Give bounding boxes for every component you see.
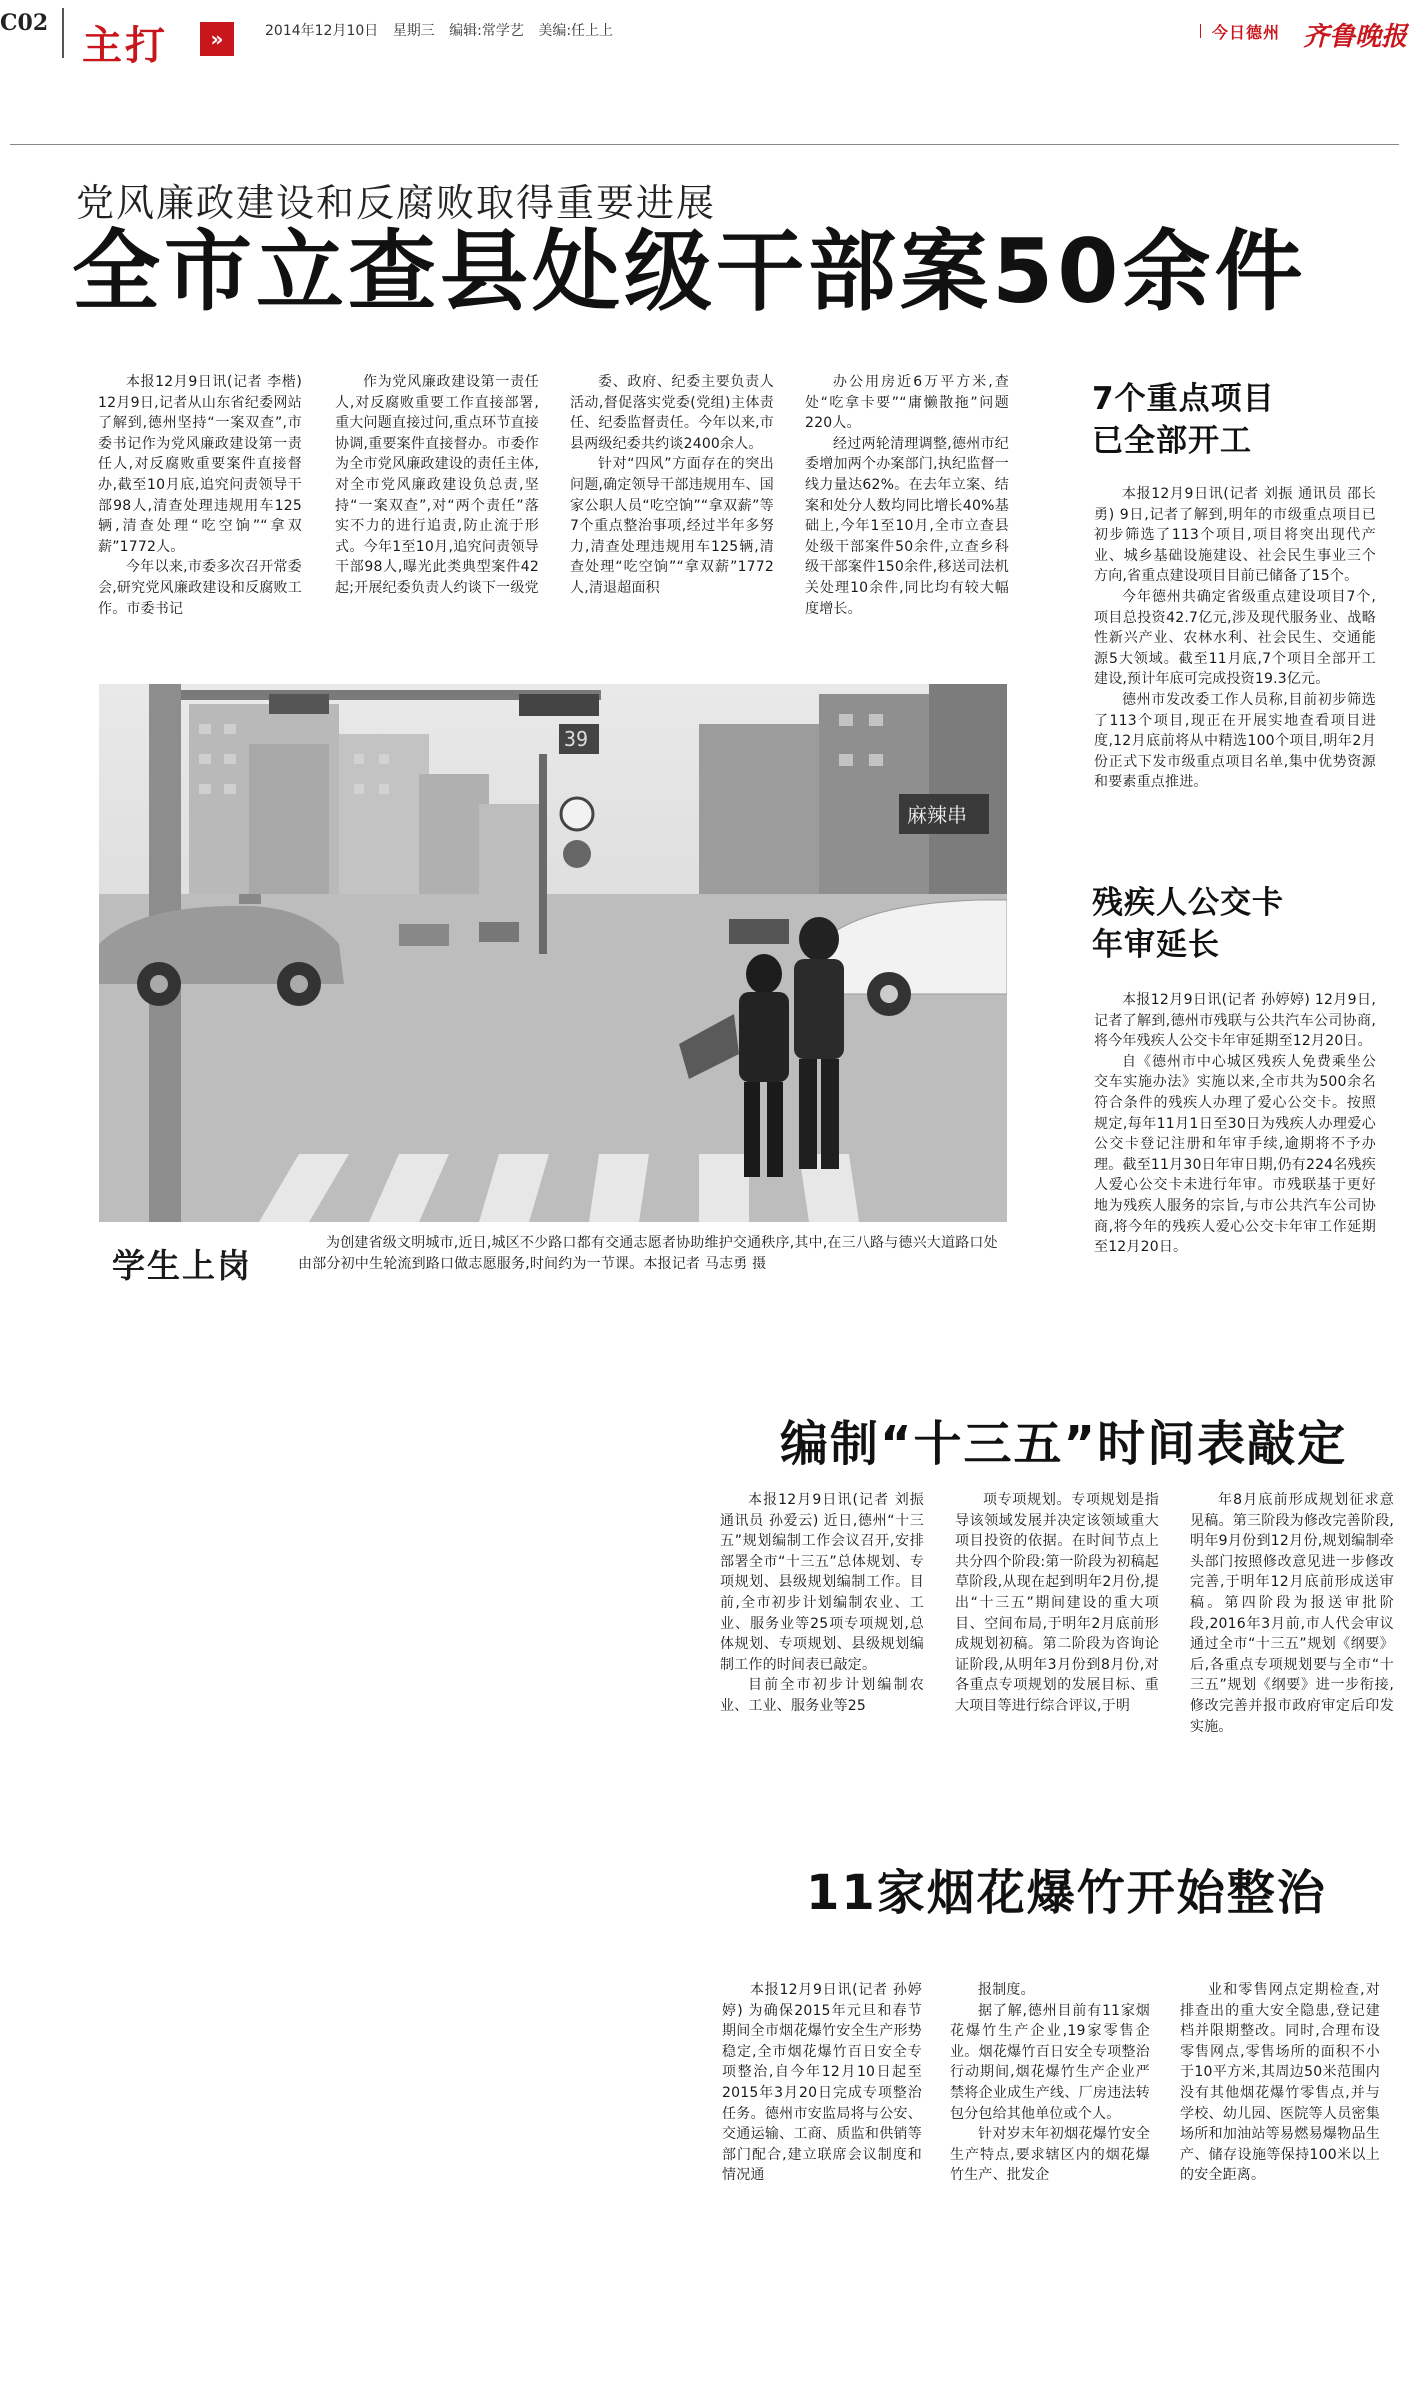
paragraph: 委、政府、纪委主要负责人活动,督促落实党委(党组)主体责任、纪委监督责任。今年以来,市县两级纪委共约谈2400余人。 xyxy=(570,374,774,452)
plan-column-3 xyxy=(1190,1490,1394,1770)
photo-caption-text: 为创建省级文明城市,近日,城区不少路口都有交通志愿者协助维护交通秩序,其中,在三八路与德兴大道路口处由部分初中生轮流到路口做志愿服务,时间约为一节课。本报记者 马志勇 摄 xyxy=(298,1235,998,1272)
paragraph: 目前全市初步计划编制农业、工业、服务业等25 xyxy=(720,1677,924,1714)
paragraph: 作为党风廉政建设第一责任人,对反腐败重要工作直接部署,重大问题直接过问,重点环节直接协调,重要案件直接督办。市委作为全市党风廉政建设的责任主体,对全市党风廉政建设负总责,坚持“一案双查”,对“两个责任”落实不力的进行追责,防止流于形式。今年1至10月,追究问责领导干部98人,曝光此类典型案件42起;开展纪委负责人约谈下一级党 xyxy=(335,374,539,596)
projects-title: 7个重点项目已全部开工 xyxy=(1092,381,1275,459)
header-divider xyxy=(62,8,64,58)
paragraph: 本报12月9日讯(记者 刘振 通讯员 孙爱云) 近日,德州“十三五”规划编制工作会议召开,安排部署全市“十三五”总体规划、专项规划、县级规划编制工作。目前,全市初步计划编制农业、工业、服务业等25项专项规划,总体规划、专项规划、县级规划编制工作的时间表已敲定。 xyxy=(720,1492,924,1673)
disabled-card-body xyxy=(1094,990,1376,1310)
street-scene-illustration xyxy=(99,684,1007,1222)
lead-column-3 xyxy=(570,372,774,652)
fireworks-article-title: 11家烟花爆竹开始整治 xyxy=(806,1865,1327,1921)
paragraph: 针对“四风”方面存在的突出问题,确定领导干部违规用车、国家公职人员“吃空饷”“拿双薪”等7个重点整治事项,经过半年多努力,清查处理违规用车125辆,清查处理“吃空饷”“拿双薪”1772人,清退超面积 xyxy=(570,456,774,596)
paragraph: 项专项规划。专项规划是指导该领域发展并决定该领域重大项目投资的依据。在时间节点上共分四个阶段:第一阶段为初稿起草阶段,从现在起到明年2月份,提出“十三五”期间建设的重大项目、空间布局,于明年2月底前形成规划初稿。第二阶段为咨询论证阶段,从明年3月份到8月份,对各重点专项规划的发展目标、重大项目等进行综合评议,于明 xyxy=(955,1492,1159,1714)
brand-divider xyxy=(1200,24,1201,38)
traffic-countdown: 39 xyxy=(564,727,589,751)
fireworks-column-2 xyxy=(950,1980,1150,2240)
photo-caption-title: 学生上岗 xyxy=(112,1246,252,1285)
disabled-card-title: 残疾人公交卡年审延长 xyxy=(1092,885,1284,963)
projects-body xyxy=(1094,484,1376,884)
plan-column-2 xyxy=(955,1490,1159,1770)
paragraph: 针对岁末年初烟花爆竹安全生产特点,要求辖区内的烟花爆竹生产、批发企 xyxy=(950,2126,1150,2184)
newspaper-logo: 齐鲁晚报 xyxy=(1303,22,1408,52)
fireworks-column-1 xyxy=(722,1980,922,2240)
paragraph: 自《德州市中心城区残疾人免费乘坐公交车实施办法》实施以来,全市共为500余名符合条件的残疾人办理了爱心公交卡。按照规定,每年11月1日至30日为残疾人办理爱心公交卡登记注册和年审手续,逾期将不予办理。截至11月30日年审日期,仍有224名残疾人爱心公交卡未进行年审。市残联基于更好地为残疾人服务的宗旨,与市公共汽车公司协商,将今年的残疾人爱心公交卡年审工作延期至12月20日。 xyxy=(1094,1053,1376,1256)
lead-kicker: 党风廉政建设和反腐败取得重要进展 xyxy=(76,181,717,225)
paragraph: 今年以来,市委多次召开常委会,研究党风廉政建设和反腐败工作。市委书记 xyxy=(98,559,302,617)
paragraph: 本报12月9日讯(记者 李楷) 12月9日,记者从山东省纪委网站了解到,德州坚持“一案双查”,市委书记作为党风廉政建设第一责任人,对反腐败重要案件直接督办,截至10月底,追究问责领导干部98人,清查处理违规用车125辆,清查处理“吃空饷”“拿双薪”1772人。 xyxy=(98,374,302,555)
plan-column-1 xyxy=(720,1490,924,1770)
paragraph: 据了解,德州目前有11家烟花爆竹生产企业,19家零售企业。烟花爆竹百日安全专项整治行动期间,烟花爆竹生产企业严禁将企业成生产线、厂房违法转包分包给其他单位或个人。 xyxy=(950,2002,1150,2122)
issue-info xyxy=(265,20,613,40)
lead-column-1 xyxy=(98,372,302,652)
paragraph: 年8月底前形成规划征求意见稿。第三阶段为修改完善阶段,明年9月份到12月份,规划编制牵头部门按照修改意见进一步修改完善,于明年12月底前形成送审稿。第四阶段为报送审批阶段,2016年3月前,市人代会审议通过全市“十三五”规划《纲要》后,各重点专项规划要与全市“十三五”规划《纲要》进一步衔接,修改完善并报市政府审定后印发实施。 xyxy=(1190,1492,1394,1735)
paragraph: 德州市发改委工作人员称,目前初步筛选了113个项目,现正在开展实地查看项目进度,12月底前将从中精选100个项目,明年2月份正式下发市级重点项目名单,集中优势资源和要素重点推进。 xyxy=(1094,691,1376,791)
paragraph: 本报12月9日讯(记者 刘振 通讯员 邵长勇) 9日,记者了解到,明年的市级重点项目已初步筛选了113个项目,项目将突出现代产业、城乡基础设施建设、社会民生事业三个方向,省重点建设项目目前已储备了15个。 xyxy=(1094,486,1376,585)
paragraph: 本报12月9日讯(记者 孙婷婷) 12月9日,记者了解到,德州市残联与公共汽车公司协商,将今年残疾人公交卡年审延期至12月20日。 xyxy=(1094,992,1376,1050)
paragraph: 报制度。 xyxy=(978,1982,1035,1998)
section-title: 主打 xyxy=(82,23,168,69)
issue-weekday: 星期三 xyxy=(392,23,435,39)
designer-credit: 美编:任上上 xyxy=(538,23,614,39)
issue-date: 2014年12月10日 xyxy=(265,23,379,39)
paragraph: 业和零售网点定期检查,对排查出的重大安全隐患,登记建档并限期整改。同时,合理布设零售网点,零售场所的面积不小于10平方米,其周边50米范围内没有其他烟花爆竹零售点,并与学校、幼儿园、医院等人员密集场所和加油站等易燃易爆物品生产、储存设施等保持100米以上的安全距离。 xyxy=(1180,1982,1380,2184)
lead-column-2 xyxy=(335,372,539,652)
plan-article-title: 编制“十三五”时间表敲定 xyxy=(780,1416,1348,1472)
news-photo xyxy=(99,684,1007,1222)
paragraph: 经过两轮清理调整,德州市纪委增加两个办案部门,执纪监督一线力量达62%。在去年立案、结案和处分人数均同比增长40%基础上,今年1至10月,全市立查县处级干部案件50余件,立查乡科级干部案件150余件,移送司法机关处理10余件,同比均有较大幅度增长。 xyxy=(805,435,1009,617)
page-number: C02 xyxy=(0,10,49,36)
fireworks-column-3 xyxy=(1180,1980,1380,2240)
paragraph: 本报12月9日讯(记者 孙婷婷) 为确保2015年元旦和春节期间全市烟花爆竹安全生产形势稳定,全市烟花爆竹百日安全专项整治,自今年12月10日起至2015年3月20日完成专项整治任务。德州市安监局将与公安、交通运输、工商、质监和供销等部门配合,建立联席会议制度和情况通 xyxy=(722,1982,922,2184)
header-rule xyxy=(10,144,1399,145)
lead-column-4 xyxy=(805,372,1009,652)
paragraph: 今年德州共确定省级重点建设项目7个,项目总投资42.7亿元,涉及现代服务业、战略性新兴产业、农林水利、社会民生、交通能源5大领域。截至11月底,7个项目全部开工建设,预计年底可完成投资19.3亿元。 xyxy=(1094,588,1376,688)
store-sign: 麻辣串 xyxy=(907,803,967,827)
paragraph: 办公用房近6万平方米,查处“吃拿卡要”“庸懒散拖”问题220人。 xyxy=(805,374,1009,432)
editor-credit: 编辑:常学艺 xyxy=(449,23,524,39)
lead-headline: 全市立查县处级干部案50余件 xyxy=(72,220,1307,323)
section-arrow-icon: » xyxy=(200,22,234,56)
brand-subtitle: 今日德州 xyxy=(1212,23,1281,42)
